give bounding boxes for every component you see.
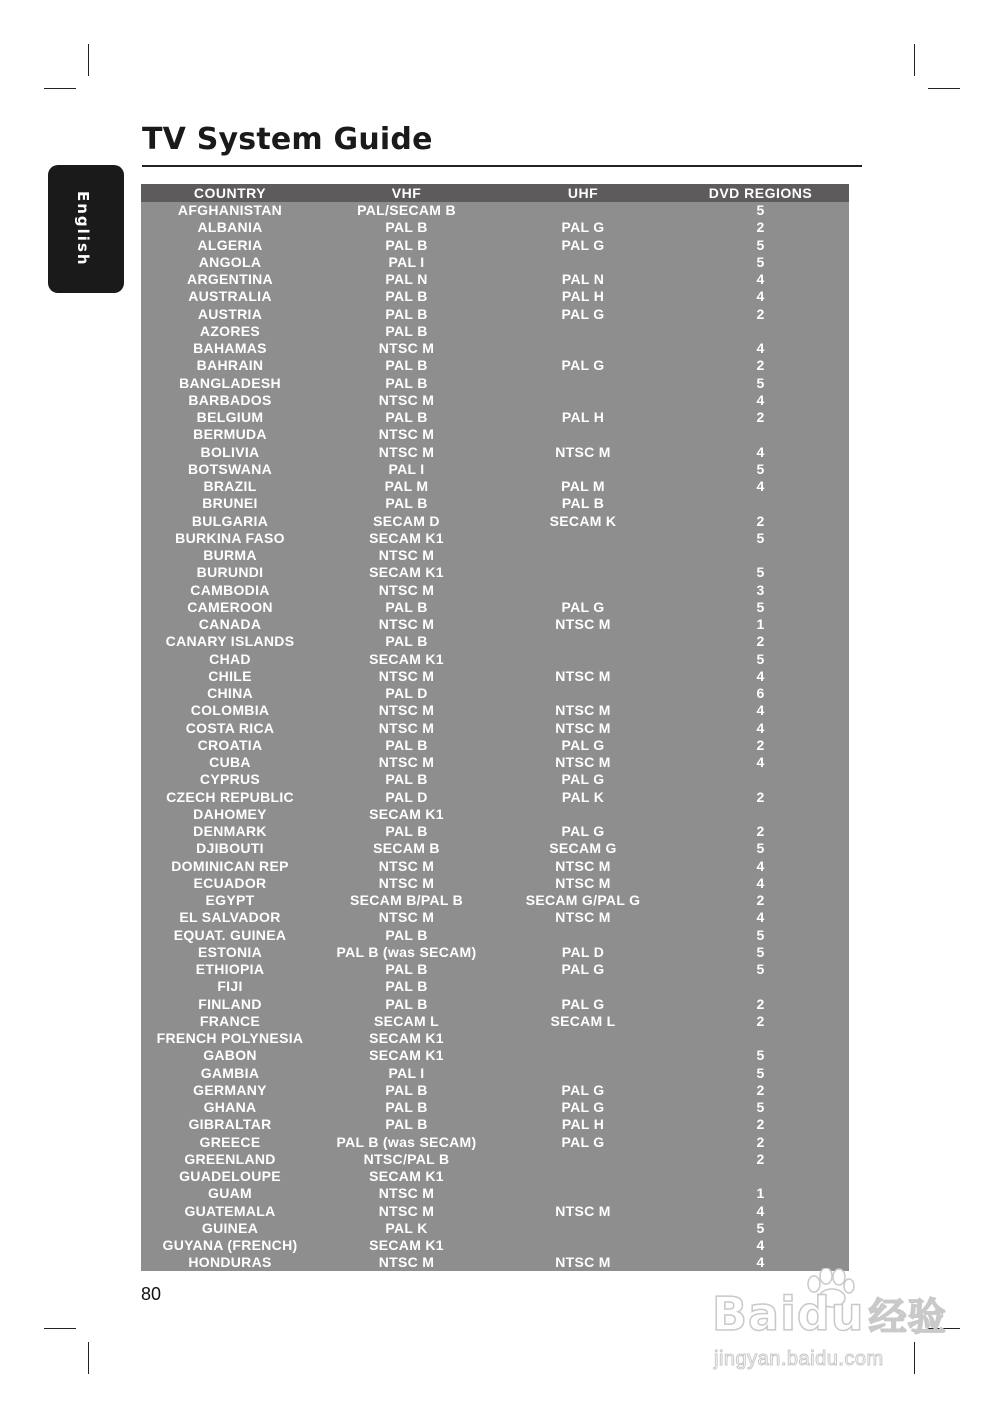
cell-country: BULGARIA [191,512,269,529]
cell-dvd-region: 5 [756,926,765,943]
table-row [141,668,849,685]
cell-dvd-region: 4 [756,391,765,408]
table-row [141,789,849,806]
cell-country: FINLAND [198,995,262,1012]
cell-vhf: SECAM K1 [369,650,444,667]
table-row [141,444,849,461]
cell-country: BURKINA FASO [175,529,285,546]
cell-uhf: PAL G [561,1081,605,1098]
cell-vhf: PAL B [385,978,428,995]
cell-country: BOLIVIA [200,443,260,460]
cell-uhf: PAL N [561,271,605,287]
cell-dvd-region: 2 [756,1081,765,1098]
table-row [141,1151,849,1168]
cell-vhf: PAL B [385,305,428,322]
table-row [141,633,849,650]
cell-dvd-region: 2 [756,1012,765,1029]
cell-country: CYPRUS [199,771,261,788]
cell-country: FIJI [217,978,243,995]
cell-country: GUATEMALA [184,1202,276,1219]
cell-dvd-region: 4 [756,702,765,719]
cell-vhf: NTSC M [378,616,435,632]
cell-country: GHANA [203,1099,257,1115]
cell-country: AUSTRALIA [188,288,272,305]
cell-country: BRAZIL [203,478,257,494]
table-row [141,892,849,909]
table-row [141,599,849,616]
cell-vhf: PAL N [385,271,428,287]
cell-uhf: NTSC M [555,702,611,719]
crop-mark [88,44,89,76]
cell-country: ALGERIA [197,236,263,253]
cell-country: BAHAMAS [193,340,267,356]
cell-dvd-region: 5 [756,598,765,615]
table-row [141,1082,849,1099]
title-divider [142,165,862,167]
cell-dvd-region: 4 [756,478,765,494]
table-row [141,495,849,512]
cell-country: FRANCE [199,1012,261,1029]
cell-vhf: PAL B [385,1116,428,1133]
cell-uhf: NTSC M [555,616,611,632]
cell-vhf: NTSC M [378,1254,435,1271]
cell-vhf: PAL B [385,322,428,339]
cell-uhf: PAL G [561,736,605,753]
crop-mark [88,1342,89,1374]
cell-dvd-region: 4 [756,667,765,684]
table-row [141,858,849,875]
cell-vhf: PAL D [385,788,428,805]
cell-vhf: SECAM K1 [369,1168,444,1184]
table-row [141,1168,849,1185]
table-row [141,271,849,288]
cell-country: BANGLADESH [179,374,281,391]
table-row [141,944,849,961]
page-title: TV System Guide [142,122,433,157]
cell-uhf: PAL B [561,495,605,512]
cell-country: CAMBODIA [190,581,270,598]
cell-country: BURUNDI [196,564,264,581]
cell-country: GABON [203,1047,257,1064]
cell-vhf: NTSC M [378,581,435,598]
table-row [141,219,849,236]
cell-uhf: PAL G [561,1099,605,1115]
cell-country: GREENLAND [184,1150,276,1167]
cell-uhf: PAL G [561,357,605,374]
cell-vhf: SECAM K1 [369,529,444,546]
cell-vhf: NTSC M [378,754,435,770]
table-row [141,771,849,788]
cell-country: DAHOMEY [193,805,267,822]
cell-uhf: PAL H [561,1116,605,1133]
table-row [141,254,849,271]
header-vhf: VHF [391,185,422,201]
table-row [141,1047,849,1064]
cell-dvd-region: 2 [756,1133,765,1150]
watermark-brand-cn: 经验 [868,1295,947,1339]
cell-vhf: PAL B [385,495,428,512]
table-row [141,564,849,581]
cell-vhf: NTSC M [378,426,435,443]
cell-vhf: NTSC/PAL B [363,1150,450,1167]
cell-country: COLOMBIA [190,702,270,719]
cell-uhf: SECAM K [549,512,617,529]
cell-dvd-region: 5 [756,202,765,218]
cell-vhf: NTSC M [378,1185,435,1202]
cell-vhf: NTSC M [378,443,435,460]
cell-country: CUBA [209,754,251,770]
table-row [141,426,849,443]
language-tab-label: English [74,191,92,267]
crop-mark [914,44,915,76]
cell-vhf: PAL B [385,633,428,650]
cell-uhf: NTSC M [555,443,611,460]
cell-dvd-region: 2 [756,512,765,529]
cell-vhf: SECAM D [373,512,440,529]
cell-country: CAMEROON [187,598,273,615]
table-row [141,737,849,754]
table-row [141,202,849,219]
cell-dvd-region: 5 [756,253,765,270]
cell-vhf: NTSC M [378,667,435,684]
table-row [141,306,849,323]
cell-vhf: PAL I [388,1064,425,1081]
cell-vhf: PAL B [385,771,428,788]
header-uhf: UHF [567,185,599,201]
cell-dvd-region: 4 [756,909,765,926]
cell-vhf: PAL B [385,374,428,391]
language-tab [48,165,124,293]
cell-dvd-region: 5 [756,1064,765,1081]
cell-dvd-region: 6 [756,685,765,701]
cell-vhf: PAL I [388,253,425,270]
cell-vhf: PAL B [385,219,428,236]
cell-uhf: SECAM G/PAL G [525,892,641,908]
cell-uhf: PAL G [561,236,605,253]
table-row [141,513,849,530]
cell-vhf: PAL B [385,1081,428,1098]
cell-country: CROATIA [197,736,263,753]
table-header [141,184,849,202]
cell-vhf: PAL K [385,1219,428,1236]
cell-vhf: PAL B [385,409,428,425]
table-row [141,702,849,719]
cell-uhf: PAL G [561,219,605,236]
cell-vhf: PAL B [385,961,428,977]
baidu-watermark [712,1268,952,1378]
cell-country: GUYANA (FRENCH) [162,1237,298,1253]
cell-dvd-region: 5 [756,840,765,857]
cell-dvd-region: 4 [756,857,765,874]
cell-country: CHINA [207,685,253,701]
cell-country: GREECE [199,1133,261,1150]
cell-uhf: PAL H [561,409,605,425]
cell-vhf: PAL B [385,736,428,753]
table-row [141,1013,849,1030]
table-row [141,685,849,702]
cell-uhf: PAL G [561,995,605,1012]
crop-mark [44,88,76,89]
cell-country: ETHIOPIA [195,961,265,977]
table-row [141,996,849,1013]
cell-dvd-region: 4 [756,443,765,460]
cell-country: EL SALVADOR [179,909,281,926]
cell-country: BOTSWANA [187,460,273,477]
cell-uhf: PAL D [561,943,605,960]
cell-dvd-region: 2 [756,219,765,236]
table-row [141,927,849,944]
cell-country: GIBRALTAR [188,1116,272,1133]
table-row [141,461,849,478]
cell-country: GERMANY [193,1081,267,1098]
cell-uhf: SECAM G [549,840,617,857]
cell-dvd-region: 5 [756,564,765,581]
cell-country: ECUADOR [193,874,267,891]
cell-country: GUADELOUPE [179,1168,281,1184]
cell-dvd-region: 2 [756,788,765,805]
cell-country: AFGHANISTAN [177,202,283,218]
cell-uhf: NTSC M [555,1254,611,1271]
cell-dvd-region: 2 [756,357,765,374]
cell-vhf: NTSC M [378,857,435,874]
cell-uhf: PAL G [561,823,605,839]
cell-vhf: NTSC M [378,340,435,356]
cell-vhf: NTSC M [378,874,435,891]
cell-vhf: SECAM K1 [369,1030,444,1046]
cell-country: EQUAT. GUINEA [173,926,287,943]
cell-vhf: PAL M [384,478,429,494]
table-row [141,357,849,374]
table-row [141,323,849,340]
cell-dvd-region: 2 [756,1116,765,1133]
cell-country: ALBANIA [197,219,263,236]
table-row [141,582,849,599]
cell-country: BELGIUM [196,409,264,425]
watermark-url: jingyan.baidu.com [714,1348,884,1370]
cell-vhf: NTSC M [378,391,435,408]
cell-country: ANGOLA [198,253,262,270]
cell-country: BURMA [203,547,257,563]
table-row [141,1030,849,1047]
table-row [141,375,849,392]
table-row [141,909,849,926]
cell-dvd-region: 5 [756,943,765,960]
cell-dvd-region: 5 [756,1099,765,1115]
cell-uhf: SECAM L [550,1012,616,1029]
cell-dvd-region: 5 [756,236,765,253]
header-country: COUNTRY [193,185,267,201]
crop-mark [928,88,960,89]
cell-country: CZECH REPUBLIC [166,788,294,805]
cell-dvd-region: 4 [756,1254,765,1271]
cell-vhf: PAL B [385,236,428,253]
table-row [141,478,849,495]
cell-dvd-region: 2 [756,995,765,1012]
watermark-brand-left: Bai [712,1287,797,1341]
table-row [141,392,849,409]
cell-vhf: SECAM B [373,840,440,857]
cell-country: DENMARK [193,823,267,839]
table-row [141,530,849,547]
table-row [141,961,849,978]
cell-dvd-region: 2 [756,409,765,425]
cell-dvd-region: 2 [756,736,765,753]
cell-dvd-region: 5 [756,529,765,546]
cell-country: AUSTRIA [197,305,263,322]
table-row [141,754,849,771]
table-row [141,616,849,633]
cell-vhf: SECAM K1 [369,1237,444,1253]
cell-dvd-region: 5 [756,650,765,667]
cell-uhf: NTSC M [555,754,611,770]
cell-vhf: PAL B (was SECAM) [336,1133,477,1150]
cell-vhf: PAL/SECAM B [357,202,456,218]
cell-uhf: PAL G [561,1133,605,1150]
cell-vhf: SECAM B/PAL B [349,892,464,908]
cell-country: GUAM [208,1185,252,1202]
cell-country: ESTONIA [197,943,263,960]
cell-dvd-region: 4 [756,288,765,305]
cell-dvd-region: 2 [756,633,765,650]
cell-dvd-region: 3 [756,581,765,598]
table-row [141,1099,849,1116]
table-row [141,288,849,305]
table-row [141,409,849,426]
cell-dvd-region: 4 [756,754,765,770]
cell-country: COSTA RICA [185,719,275,736]
cell-dvd-region: 5 [756,1219,765,1236]
cell-dvd-region: 4 [756,874,765,891]
cell-country: GUINEA [201,1219,259,1236]
table-row [141,806,849,823]
cell-vhf: PAL B (was SECAM) [336,943,477,960]
cell-dvd-region: 1 [756,616,765,632]
cell-dvd-region: 4 [756,271,765,287]
cell-uhf: PAL M [561,478,605,494]
table-row [141,1237,849,1254]
cell-vhf: NTSC M [378,909,435,926]
table-row [141,1203,849,1220]
cell-vhf: PAL D [385,685,428,701]
cell-dvd-region: 4 [756,1237,765,1253]
table-row [141,823,849,840]
cell-uhf: PAL K [561,788,605,805]
cell-vhf: PAL I [388,460,425,477]
cell-country: CHAD [209,650,251,667]
cell-dvd-region: 5 [756,1047,765,1064]
cell-dvd-region: 5 [756,961,765,977]
cell-country: CHILE [208,667,252,684]
table-row [141,1116,849,1133]
cell-country: AZORES [199,322,261,339]
cell-dvd-region: 5 [756,374,765,391]
header-dvd-regions: DVD REGIONS [708,185,813,201]
cell-vhf: PAL B [385,926,428,943]
cell-vhf: NTSC M [378,547,435,563]
cell-country: EGYPT [205,892,255,908]
cell-dvd-region: 2 [756,305,765,322]
cell-dvd-region: 2 [756,823,765,839]
crop-mark [44,1328,76,1329]
cell-dvd-region: 1 [756,1185,765,1202]
table-row [141,840,849,857]
cell-dvd-region: 2 [756,892,765,908]
table-row [141,340,849,357]
table-row [141,978,849,995]
table-row [141,1220,849,1237]
cell-country: BARBADOS [188,391,272,408]
cell-vhf: PAL B [385,1099,428,1115]
cell-uhf: NTSC M [555,909,611,926]
cell-country: GAMBIA [200,1064,260,1081]
cell-uhf: NTSC M [555,667,611,684]
cell-vhf: SECAM K1 [369,564,444,581]
cell-country: BAHRAIN [196,357,264,374]
table-row [141,547,849,564]
cell-country: ARGENTINA [187,271,273,287]
table-row [141,1134,849,1151]
table-row [141,1185,849,1202]
table-row [141,875,849,892]
cell-vhf: PAL B [385,823,428,839]
cell-vhf: SECAM K1 [369,1047,444,1064]
cell-dvd-region: 4 [756,1202,765,1219]
cell-dvd-region: 4 [756,340,765,356]
cell-vhf: NTSC M [378,719,435,736]
cell-vhf: SECAM L [373,1012,440,1029]
cell-vhf: PAL B [385,288,428,305]
table-row [141,1065,849,1082]
cell-country: DOMINICAN REP [171,857,289,874]
cell-uhf: NTSC M [555,719,611,736]
table-row [141,720,849,737]
cell-dvd-region: 2 [756,1150,765,1167]
cell-country: HONDURAS [188,1254,272,1271]
cell-vhf: PAL B [385,995,428,1012]
tv-system-table [141,184,849,1271]
table-row [141,237,849,254]
cell-vhf: NTSC M [378,702,435,719]
cell-uhf: PAL G [561,305,605,322]
cell-country: CANARY ISLANDS [165,633,295,650]
cell-uhf: PAL G [561,771,605,788]
cell-country: BERMUDA [193,426,267,443]
cell-vhf: NTSC M [378,1202,435,1219]
cell-uhf: PAL H [561,288,605,305]
cell-country: BRUNEI [202,495,258,512]
cell-country: FRENCH POLYNESIA [156,1030,304,1046]
page-number: 80 [141,1284,162,1304]
cell-uhf: NTSC M [555,857,611,874]
watermark-brand-right: du [796,1287,865,1341]
cell-vhf: PAL B [385,357,428,374]
cell-vhf: PAL B [385,598,428,615]
cell-uhf: NTSC M [555,1202,611,1219]
cell-dvd-region: 4 [756,719,765,736]
table-row [141,651,849,668]
cell-uhf: NTSC M [555,874,611,891]
cell-vhf: SECAM K1 [369,805,444,822]
cell-country: DJIBOUTI [196,840,264,857]
cell-country: CANADA [198,616,262,632]
cell-uhf: PAL G [561,598,605,615]
cell-dvd-region: 5 [756,460,765,477]
watermark-brand [712,1286,947,1341]
cell-uhf: PAL G [561,961,605,977]
